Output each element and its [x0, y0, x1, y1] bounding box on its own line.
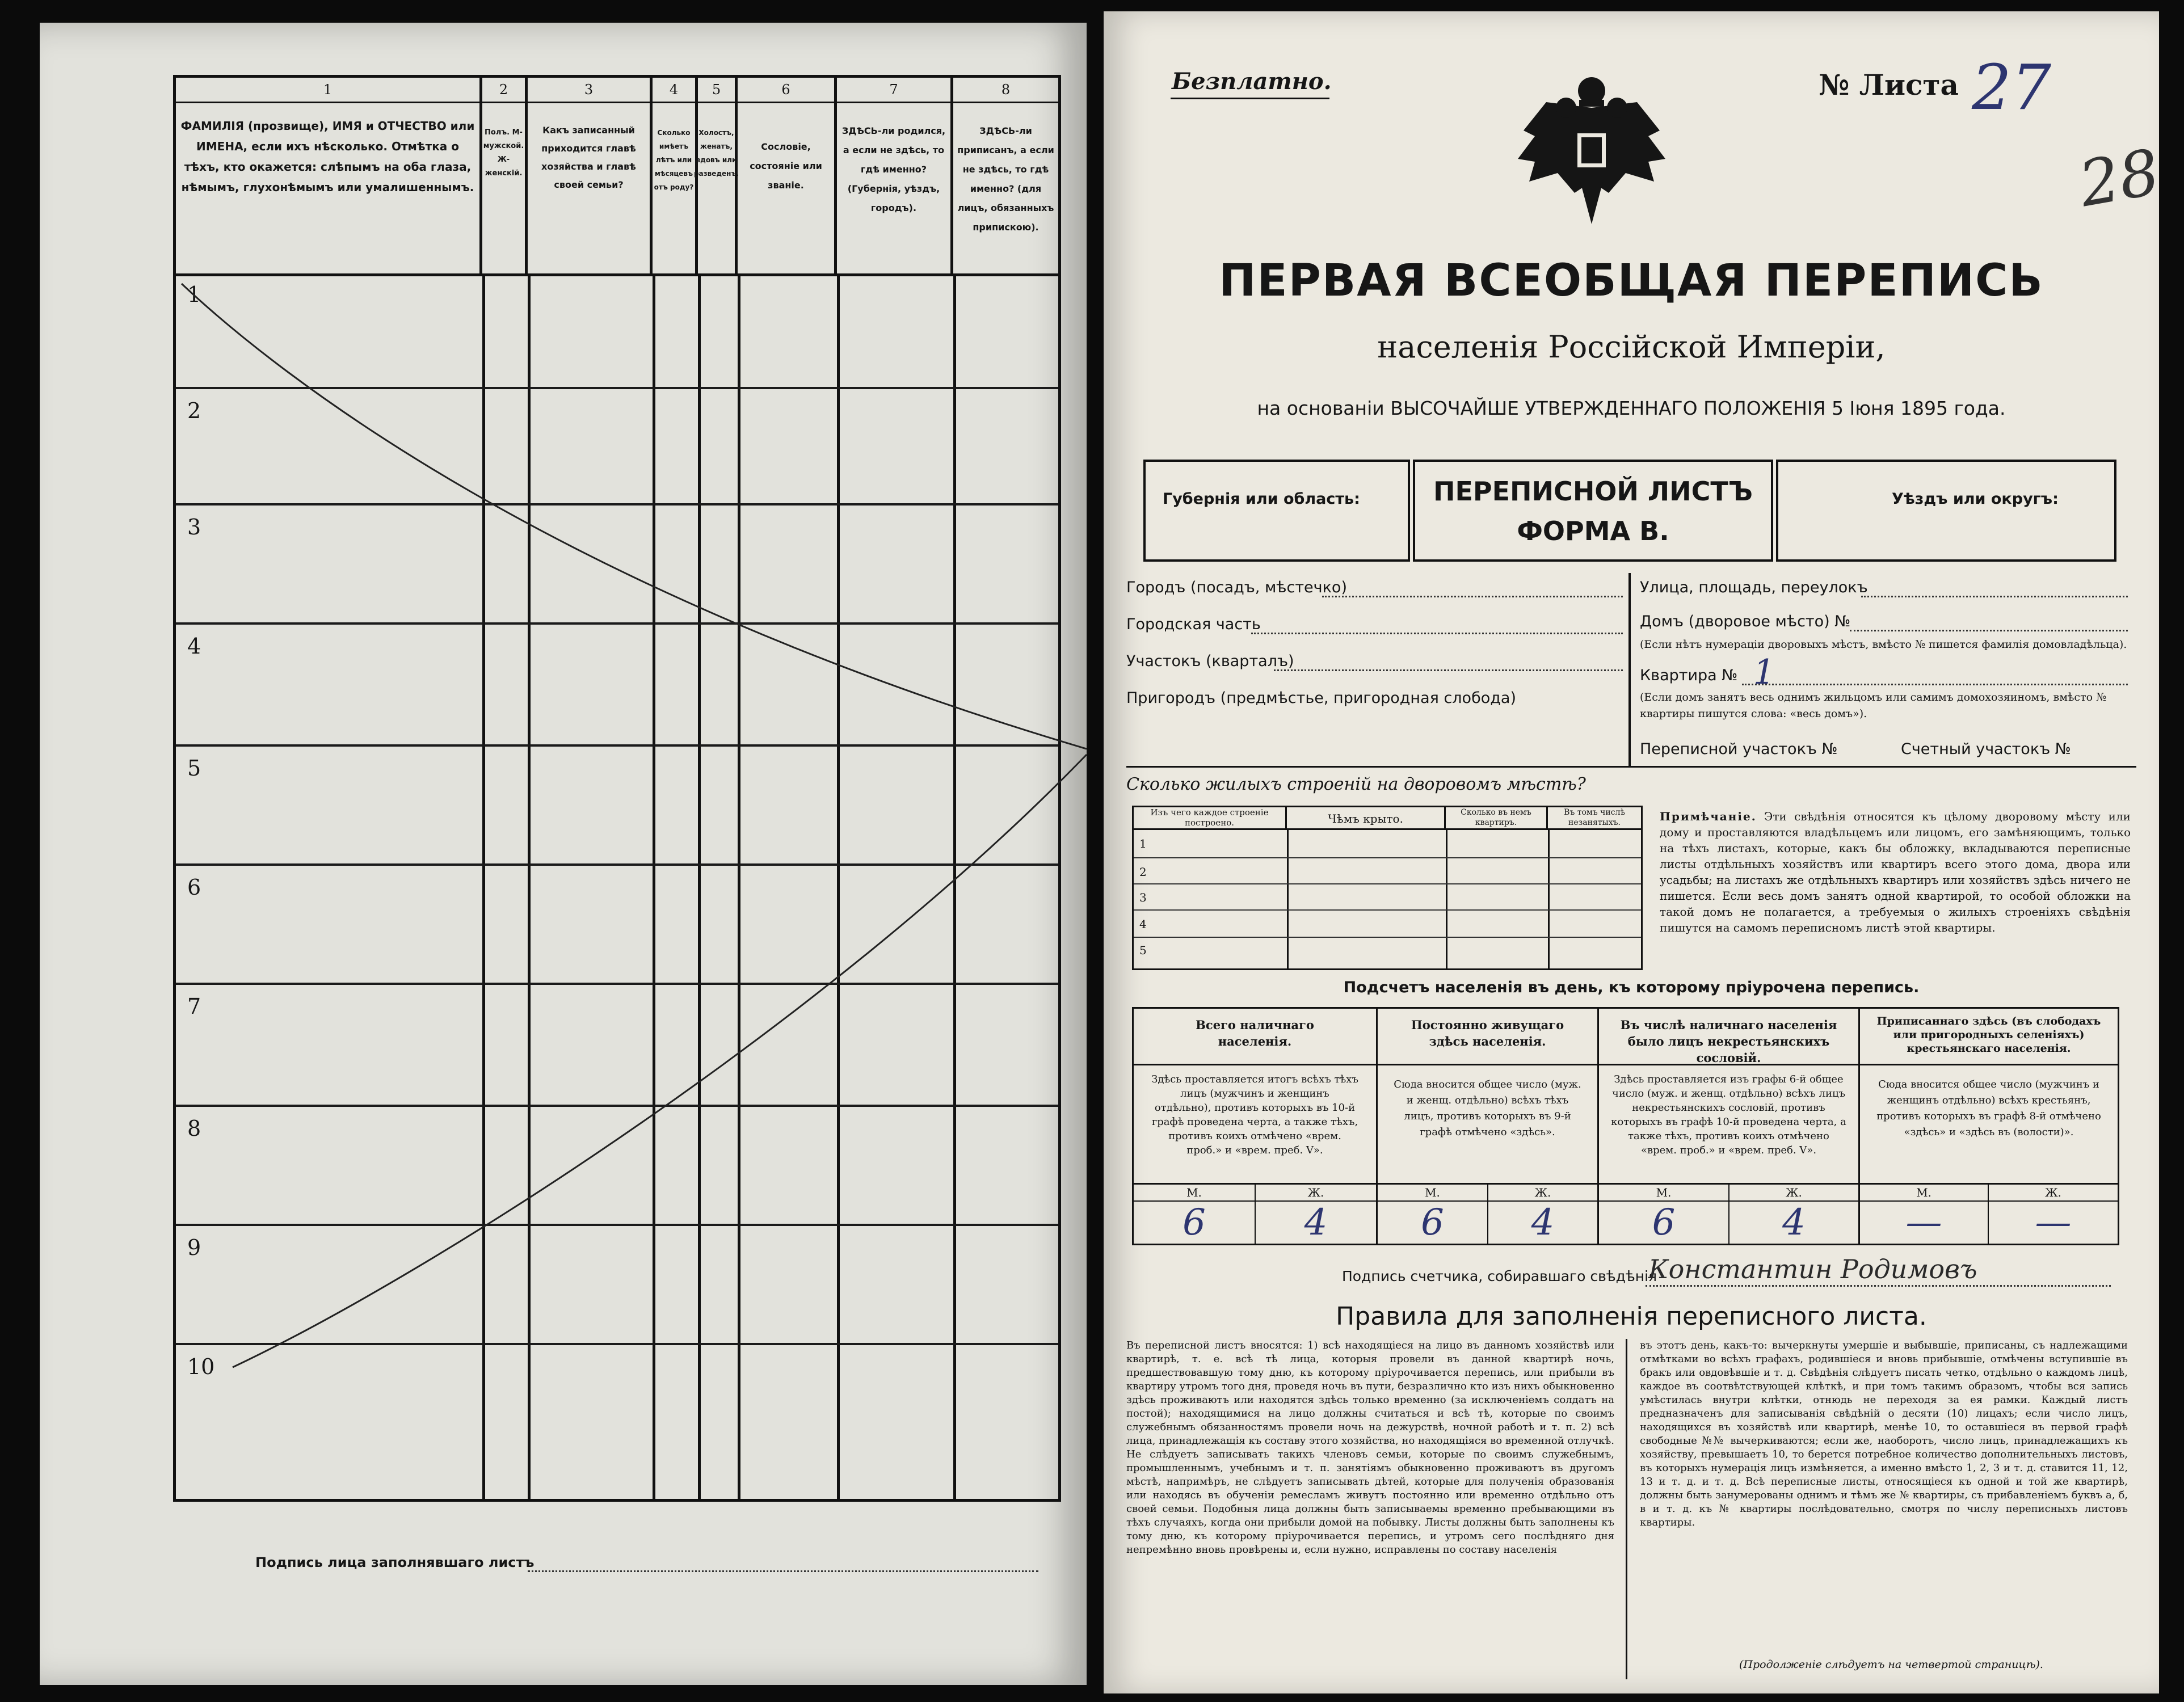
legal-basis: на основаніи ВЫСОЧАЙШЕ УТВЕРЖДЕННАГО ПОЛОЖЕНІЯ 5 Іюня 1895 года. — [1257, 397, 2006, 419]
buildings-row: 2 — [1139, 865, 1147, 879]
note-block — [1660, 808, 2131, 936]
suburb-label: Пригородъ (предмѣстье, пригородная слобода) — [1126, 689, 1516, 707]
tally-value: 6 — [1378, 1202, 1488, 1244]
guberniya-box — [1143, 460, 1410, 562]
tally-table — [1132, 1007, 2119, 1245]
buildings-row: 5 — [1139, 943, 1147, 957]
sheet-number-handwritten: 27 — [1972, 51, 2051, 124]
tally-value: 4 — [1729, 1202, 1860, 1244]
sex-m: М. — [1860, 1185, 1989, 1202]
tally-desc-total: Здѣсь проставляется итогъ всѣхъ тѣхъ лицъ (мужчинъ и женщинъ отдѣльно), противъ которыхъ въ 10-й графѣ проведена черта, а также тѣхъ, противъ коихъ отмѣчено «врем. проб.» и «врем. преб. V». — [1134, 1065, 1378, 1185]
tally-desc-permanent: Сюда вносится общее число (муж. и женщ. отдѣльно) всѣхъ тѣхъ лицъ, противъ которыхъ въ 9-й графѣ отмѣчено «здѣсь». — [1378, 1065, 1599, 1185]
district-label: Участокъ (кварталъ) — [1126, 652, 1294, 670]
enumerator-label: Подпись счетчика, собиравшаго свѣдѣнія — [1342, 1268, 1657, 1284]
tally-header-non-peasant: Въ числѣ наличнаго населенія было лицъ некрестьянскихъ сословій. — [1599, 1009, 1860, 1065]
rules-continued: (Продолженіе слѣдуетъ на четвертой страницѣ). — [1739, 1658, 2043, 1671]
col-8-label: ЗДѢСЬ-ли приписанъ, а если не здѣсь, то гдѣ именно? (для лицъ, обязанныхъ припискою). — [957, 125, 1054, 233]
row-number: 4 — [187, 634, 201, 659]
buildings-header-apartments: Сколько въ немъ квартиръ. — [1446, 807, 1548, 830]
city-label: Городъ (посадъ, мѣстечко) — [1126, 579, 1347, 596]
col-7-label: ЗДѢСЬ-ли родился, а если не здѣсь, то гдѣ именно? (Губернія, уѣздъ, городъ). — [841, 125, 946, 213]
signature-line — [528, 1570, 1038, 1572]
buildings-row: 3 — [1139, 891, 1147, 904]
form-title-box — [1413, 460, 1773, 562]
tally-header-total: Всего наличнаго населенія. — [1134, 1009, 1378, 1065]
row-number: 6 — [187, 875, 201, 900]
margin-number-handwritten: 28 — [2073, 135, 2165, 221]
enumerator-line — [1646, 1285, 2111, 1287]
page-subtitle: населенія Россійской Имперіи, — [1377, 329, 1886, 365]
apartment-line — [1742, 684, 2128, 685]
note-text: Эти свѣдѣнія относятся къ цѣлому дворовому мѣсту или дому и проставляются владѣльцемъ или лицомъ, его замѣняющимъ, только на тѣхъ листахъ, которые, какъ бы обложку, вкладываются переписные листы отдѣльныхъ хозяйствъ или квартиръ всего этого дома, двора или усадьбы; на листахъ же отдѣльныхъ квартиръ или хозяйствъ здѣсь ничего не пишется. Если весь домъ занятъ одной квартирой, то особой обложки на такой домъ не полагается, а требуемыя о жилыхъ строеніяхъ свѣдѣнія пишутся на самомъ переписномъ листѣ этой квартиры. — [1660, 810, 2131, 934]
sex-m: М. — [1134, 1185, 1256, 1202]
strike-line-lower — [233, 755, 1087, 1367]
sex-m: М. — [1378, 1185, 1488, 1202]
tally-value: 6 — [1134, 1202, 1256, 1244]
street-line — [1861, 596, 2128, 597]
left-page — [40, 23, 1087, 1685]
tally-header-permanent: Постоянно живущаго здѣсь населенія. — [1378, 1009, 1599, 1065]
enumerator-signature: Константин Родимовъ — [1648, 1254, 1977, 1284]
col-4-label: Сколько имѣетъ лѣтъ или мѣсяцевъ отъ роду? — [654, 129, 694, 191]
house-line — [1850, 630, 2128, 631]
tally-desc-peasant: Сюда вносится общее число (мужчинъ и женщинъ отдѣльно) всѣхъ крестьянъ, противъ которыхъ въ графѣ 8-й отмѣчено «здѣсь» и «здѣсь въ (волости)». — [1860, 1065, 2118, 1185]
col-5-number: 5 — [698, 78, 735, 103]
address-bottom-divider — [1126, 766, 2136, 768]
apartment-handwritten: 1 — [1753, 652, 1775, 692]
page-title: ПЕРВАЯ ВСЕОБЩАЯ ПЕРЕПИСЬ — [1219, 255, 2044, 306]
buildings-row-divider — [1134, 883, 1641, 884]
buildings-row: 1 — [1139, 837, 1147, 850]
double-headed-eagle-icon — [1512, 68, 1671, 233]
buildings-col-divider — [1446, 830, 1447, 969]
signature-label: Подпись лица заполнявшаго листъ — [255, 1554, 535, 1570]
buildings-header-material: Изъ чего каждое строеніе построено. — [1134, 807, 1287, 830]
sex-m: М. — [1599, 1185, 1729, 1202]
district-line — [1274, 669, 1623, 671]
col-8-number: 8 — [953, 78, 1058, 103]
strike-line-upper — [182, 284, 1087, 749]
apartment-label: Квартира № — [1640, 667, 1738, 684]
tally-value: — — [2035, 1202, 2072, 1244]
row-number: 5 — [187, 756, 201, 781]
city-part-line — [1251, 633, 1623, 634]
note-title: Примѣчаніе. — [1660, 810, 1757, 823]
col-1-number: 1 — [176, 78, 479, 103]
col-4-number: 4 — [653, 78, 695, 103]
count-district-label: Счетный участокъ № — [1901, 740, 2071, 758]
guberniya-label: Губернія или область: — [1163, 490, 1360, 508]
rules-col-2: въ этотъ день, какъ-то: вычеркнуты умершіе и выбывшіе, приписаны, съ надлежащими отмѣтками во всѣхъ графахъ, родившіеся и вновь прибывшіе, отмѣчены вступившіе въ бракъ или овдовѣвшіе и т. д. Свѣдѣнія слѣдуетъ писать четко, отдѣльно о каждомъ лицѣ, каждое въ соотвѣтствующей клѣткѣ, и при томъ такимъ образомъ, чтобы вся запись умѣстилась внутри клѣтки, отнюдь не переходя за ея рамки. Каждый листъ предназначенъ для записыванія свѣдѣній о десяти (10) лицахъ; если число лицъ, находящихся въ хозяйствѣ или квартирѣ, менѣе 10, то оставшіеся въ первой графѣ свободные №№ вычеркиваются; если же, наоборотъ, число лицъ, принадлежащихъ къ хозяйству, превышаетъ 10, то берется потребное количество дополнительныхъ листовъ, въ которыхъ нумерація лицъ измѣняется, а именно вмѣсто 1, 2, 3 и т. д. ставится 11, 12, 13 и т. д. и т. д. Всѣ переписные листы, относящіеся къ одной и той же квартирѣ, должны быть занумерованы однимъ и тѣмъ же № квартиры, съ прибавленіемъ буквъ а, б, в и т. д. къ № квартиры послѣдовательно, смотря по числу переписныхъ листовъ квартиры. — [1640, 1339, 2128, 1528]
row-number: 2 — [187, 398, 201, 423]
row-number: 7 — [187, 994, 201, 1019]
buildings-col-divider — [1287, 830, 1289, 969]
buildings-row-divider — [1134, 909, 1641, 911]
col-6-label: Сословіе, состояніе или званіе. — [750, 141, 822, 191]
tally-value: 6 — [1599, 1202, 1729, 1244]
tally-value: 4 — [1488, 1202, 1599, 1244]
city-part-label: Городская часть — [1126, 616, 1261, 633]
buildings-question: Сколько жилыхъ строеній на дворовомъ мѣстѣ? — [1126, 774, 1586, 794]
sheet-label: № Листа — [1819, 68, 1959, 102]
row-number: 10 — [187, 1354, 215, 1379]
tally-header-peasant: Приписаннаго здѣсь (въ слободахъ или пригородныхъ селеніяхъ) крестьянскаго населенія. — [1860, 1009, 2118, 1065]
city-line — [1322, 596, 1623, 597]
sex-f: Ж. — [1989, 1185, 2118, 1202]
house-note: (Если нѣтъ нумераціи дворовыхъ мѣстъ, вмѣсто № пишется фамилія домовладѣльца). — [1640, 638, 2127, 651]
address-divider — [1628, 573, 1631, 766]
tally-desc-non-peasant: Здѣсь проставляется изъ графы 6-й общее число (муж. и женщ. отдѣльно) всѣхъ лицъ некрестьянскихъ сословій, противъ которыхъ въ графѣ 10-й проведена черта, а также тѣхъ, противъ коихъ отмѣчено «врем. проб.» и «врем. преб. V». — [1599, 1065, 1860, 1185]
buildings-col-divider — [1548, 830, 1550, 969]
free-label: Безплатно. — [1172, 68, 1332, 95]
row-number: 3 — [187, 515, 201, 540]
rules-col-1: Въ переписной листъ вносятся: 1) всѣ находящіеся на лицо въ данномъ хозяйствѣ или квартирѣ, т. е. всѣ тѣ лица, которыя провели въ данной квартирѣ ночь, предшествовавшую тому дню, къ которому пріурочивается перепись, или прибыли въ квартиру утромъ того дня, проведя ночь въ пути, безразлично кто изъ нихъ обыкновенно здѣсь проживаютъ или находятся здѣсь только временно (за исключеніемъ солдатъ на постой); находящимися на лицо должны считаться и всѣ тѣ, которые по своимъ служебнымъ обязанностямъ провели ночь на дежурствѣ, ночной работѣ и т. п. 2) всѣ лица, принадлежащія къ составу этого хозяйства, но находящіяся во временной отлучкѣ. Не слѣдуетъ записывать такихъ членовъ семьи, которые по своимъ служебнымъ, промышленнымъ, учебнымъ и т. п. занятіямъ обыкновенно проживаютъ въ другомъ мѣстѣ, напримѣръ, не слѣдуетъ записывать дѣтей, которые для полученія образованія или находясь въ обученіи ремесламъ живутъ постоянно или временно отдѣльно отъ своей семьи. Подобныя лица должны быть записываемы временно пребывающими въ тѣхъ случаяхъ, когда они прибыли домой на побывку. Листы должны быть заполнены къ тому дню, къ которому пріурочивается перепись, и утромъ сего послѣдняго дня непремѣнно вновь провѣрены и, если нужно, исправлены по составу населенія — [1126, 1339, 1614, 1556]
row-number: 1 — [187, 282, 201, 307]
buildings-table — [1132, 806, 1643, 970]
form-title-1: ПЕРЕПИСНОЙ ЛИСТЪ — [1433, 476, 1753, 507]
sex-f: Ж. — [1488, 1185, 1599, 1202]
right-page — [1104, 11, 2165, 1693]
tally-title: Подсчетъ населенія въ день, къ которому пріурочена перепись. — [1343, 979, 1920, 996]
col-2-label: Полъ. М-мужской. Ж-женскій. — [483, 128, 524, 178]
free-underline — [1171, 98, 1329, 99]
sex-f: Ж. — [1256, 1185, 1378, 1202]
apartment-note: (Если домъ занятъ весь однимъ жильцомъ или самимъ домохозяиномъ, вмѣсто № квартиры пишутся слова: «весь домъ»). — [1640, 691, 2107, 720]
uezd-box — [1776, 460, 2116, 562]
rules-divider — [1626, 1339, 1627, 1679]
buildings-row: 4 — [1139, 917, 1147, 931]
rules-title: Правила для заполненія переписного листа. — [1336, 1302, 1927, 1331]
col-1-label: ФАМИЛІЯ (прозвище), ИМЯ и ОТЧЕСТВО или ИМЕНА, если ихъ нѣсколько. Отмѣтка о тѣхъ, кто окажется: слѣпымъ на оба глаза, нѣмымъ, глухонѣмымъ или умалишеннымъ. — [180, 119, 475, 194]
col-7-number: 7 — [837, 78, 950, 103]
street-label: Улица, площадь, переулокъ — [1640, 579, 1868, 596]
sex-f: Ж. — [1729, 1185, 1860, 1202]
row-number: 8 — [187, 1116, 201, 1141]
buildings-row-divider — [1134, 857, 1641, 858]
col-2-number: 2 — [482, 78, 525, 103]
tally-value: 4 — [1256, 1202, 1378, 1244]
strike-lines — [40, 23, 1087, 1685]
house-label: Домъ (дворовое мѣсто) № — [1640, 613, 1851, 630]
census-district-label: Переписной участокъ № — [1640, 740, 1838, 758]
col-5-label: Холостъ, женатъ, вдовъ или разведенъ. — [693, 129, 739, 178]
tally-value: — — [1860, 1202, 1989, 1244]
buildings-row-divider — [1134, 937, 1641, 938]
buildings-header-roof: Чѣмъ крыто. — [1287, 807, 1446, 830]
col-6-number: 6 — [738, 78, 834, 103]
col-3-label: Какъ записанный приходится главѣ хозяйства и главѣ своей семьи? — [541, 125, 636, 190]
form-title-2: ФОРМА В. — [1517, 516, 1669, 546]
col-3-number: 3 — [528, 78, 650, 103]
row-number: 9 — [187, 1235, 201, 1260]
uezd-label: Уѣздъ или округъ: — [1892, 490, 2059, 508]
buildings-header-vacant: Въ томъ числѣ незанятыхъ. — [1548, 807, 1641, 830]
